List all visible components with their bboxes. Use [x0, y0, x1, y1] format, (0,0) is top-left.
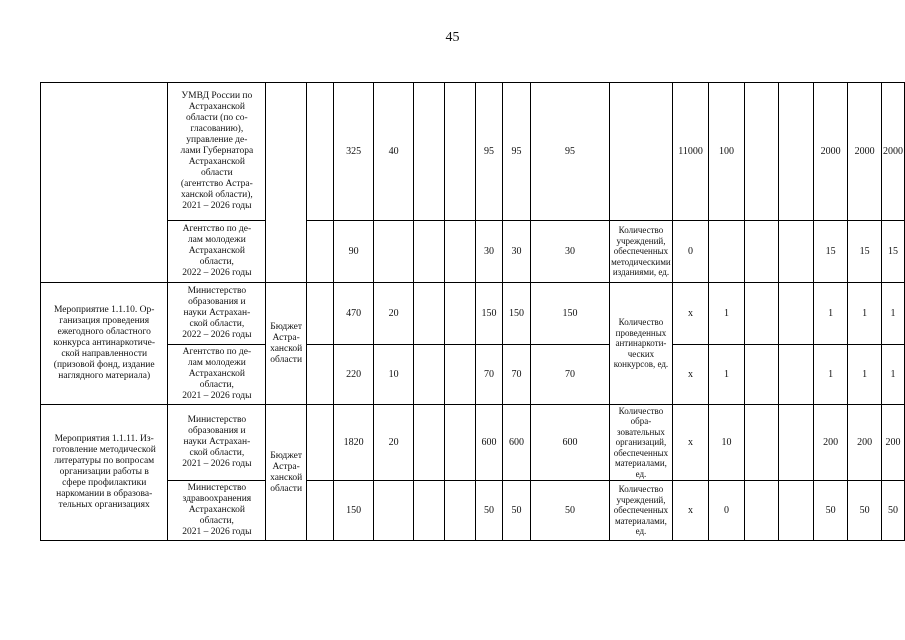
executor-line: Агентство по де-: [182, 347, 252, 357]
funding-source-line: Астра-: [272, 461, 300, 472]
funding-value-cell: 150: [333, 481, 373, 541]
funding-value-cell: 150: [503, 283, 531, 345]
indicator-value-cell: 200: [813, 405, 848, 481]
indicator-value-cell: х: [672, 481, 709, 541]
indicator-line: Количество: [618, 405, 664, 416]
funding-source-line: области: [270, 354, 303, 365]
indicator-value-cell: 100: [709, 83, 744, 221]
funding-value-cell: 150: [475, 283, 503, 345]
funding-value-cell: [414, 345, 445, 405]
indicator-value-cell: 15: [813, 221, 848, 283]
indicator-value-cell: х: [672, 405, 709, 481]
table-row: [41, 283, 905, 345]
indicator-value-cell: 200: [848, 405, 882, 481]
funding-value-cell: 50: [503, 481, 531, 541]
activity-cell: [41, 283, 168, 405]
activity-line: организации работы в: [59, 467, 149, 477]
executor-cell: [168, 481, 266, 541]
executor-line: 2021 – 2026 годы: [182, 459, 252, 469]
funding-value-cell: 70: [503, 345, 531, 405]
executor-line: ской области,: [189, 319, 245, 329]
executor-line: лам молодежи: [187, 358, 246, 368]
funding-value-cell: 95: [530, 83, 609, 221]
indicator-line: материалами, ед.: [614, 515, 667, 537]
indicator-value-cell: [779, 345, 814, 405]
funding-source-line: ханской: [270, 472, 303, 483]
indicator-line: зовательных: [617, 426, 665, 437]
indicator-value-cell: 15: [848, 221, 882, 283]
indicator-value-cell: 1: [813, 345, 848, 405]
funding-source-line: Астра-: [272, 332, 300, 343]
indicator-value-cell: [709, 221, 744, 283]
indicator-line: Количество: [618, 317, 664, 328]
indicator-cell: [610, 481, 673, 541]
indicator-value-cell: 50: [882, 481, 905, 541]
indicator-value-cell: 2000: [813, 83, 848, 221]
funding-source-line: ханской: [270, 343, 303, 354]
activity-cell: [41, 83, 168, 283]
indicator-line: обеспеченных: [613, 447, 669, 458]
funding-value-cell: [414, 83, 445, 221]
executor-line: области (по со-: [186, 113, 248, 123]
indicator-value-cell: х: [672, 283, 709, 345]
indicator-value-cell: [744, 83, 779, 221]
indicator-line: учреждений,: [616, 494, 666, 505]
executor-line: здравоохранения: [182, 494, 252, 504]
indicator-value-cell: [779, 83, 814, 221]
indicator-cell: [610, 283, 673, 405]
executor-line: 2021 – 2026 годы: [182, 527, 252, 537]
indicator-value-cell: 1: [709, 283, 744, 345]
executor-line: образования и: [188, 297, 246, 307]
empty-cell: [307, 405, 334, 481]
indicator-value-cell: 15: [882, 221, 905, 283]
funding-value-cell: [444, 83, 475, 221]
funding-value-cell: 470: [333, 283, 373, 345]
indicator-value-cell: 2000: [882, 83, 905, 221]
indicator-line: проведенных: [615, 327, 667, 338]
funding-value-cell: 50: [475, 481, 503, 541]
executor-cell: [168, 345, 266, 405]
funding-value-cell: 70: [530, 345, 609, 405]
executor-line: ской области,: [189, 448, 245, 458]
funding-source-line: области: [270, 483, 303, 494]
executor-line: (агентство Астра-: [180, 179, 253, 189]
indicator-value-cell: 1: [882, 283, 905, 345]
indicator-line: учреждений,: [616, 235, 666, 246]
indicator-value-cell: 1: [813, 283, 848, 345]
empty-cell: [307, 345, 334, 405]
executor-line: Астраханской: [188, 369, 245, 379]
funding-value-cell: [374, 481, 414, 541]
activity-line: литературы по вопросам: [54, 456, 155, 466]
executor-line: области: [200, 168, 233, 178]
indicator-value-cell: 50: [813, 481, 848, 541]
funding-value-cell: [414, 221, 445, 283]
indicator-value-cell: [779, 221, 814, 283]
funding-value-cell: 95: [475, 83, 503, 221]
funding-value-cell: 600: [503, 405, 531, 481]
executor-line: области,: [199, 380, 234, 390]
activity-line: готовление методической: [52, 445, 156, 455]
indicator-value-cell: х: [672, 345, 709, 405]
funding-value-cell: 150: [530, 283, 609, 345]
activity-line: (призовой фонд, издание: [53, 360, 155, 370]
indicator-line: Количество: [618, 225, 664, 236]
funding-value-cell: 20: [374, 405, 414, 481]
indicator-cell: [610, 83, 673, 221]
indicator-value-cell: 1: [882, 345, 905, 405]
funding-value-cell: 90: [333, 221, 373, 283]
executor-line: 2021 – 2026 годы: [182, 201, 252, 211]
indicator-value-cell: [744, 481, 779, 541]
funding-value-cell: 30: [475, 221, 503, 283]
indicator-line: материалами, ед.: [614, 458, 667, 479]
executor-line: лам молодежи: [187, 235, 246, 245]
activity-line: тельных организациях: [58, 500, 150, 510]
empty-cell: [307, 83, 334, 221]
executor-line: Астраханской: [188, 505, 245, 515]
indicator-line: антинаркоти-: [615, 338, 667, 349]
indicator-value-cell: 10: [709, 405, 744, 481]
executor-line: Астраханской: [188, 157, 245, 167]
executor-line: ханской области),: [180, 190, 253, 200]
funding-value-cell: [444, 283, 475, 345]
funding-value-cell: [444, 221, 475, 283]
indicator-value-cell: 11000: [672, 83, 709, 221]
table-row: [41, 481, 905, 541]
executor-line: гласованию),: [190, 124, 244, 134]
executor-line: науки Астрахан-: [183, 308, 251, 318]
funding-value-cell: [414, 283, 445, 345]
executor-line: УМВД России по: [181, 91, 253, 101]
funding-value-cell: 325: [333, 83, 373, 221]
activity-line: ской направленности: [61, 349, 148, 359]
page-number: 45: [445, 30, 460, 45]
indicator-line: обеспеченных: [613, 505, 669, 516]
table-row: [41, 83, 905, 221]
indicator-value-cell: 2000: [848, 83, 882, 221]
executor-line: Министерство: [187, 286, 247, 296]
executor-line: Министерство: [187, 483, 247, 493]
executor-line: 2021 – 2026 годы: [182, 391, 252, 401]
indicator-value-cell: [744, 221, 779, 283]
funding-value-cell: 220: [333, 345, 373, 405]
activity-line: Мероприятие 1.1.10. Ор-: [53, 305, 155, 315]
funding-value-cell: [374, 221, 414, 283]
empty-cell: [307, 221, 334, 283]
indicator-line: изданиями, ед.: [612, 267, 670, 278]
executor-cell: [168, 405, 266, 481]
funding-value-cell: 50: [530, 481, 609, 541]
activity-line: сфере профилактики: [62, 478, 147, 488]
activity-line: наглядного материала): [58, 371, 151, 381]
indicator-value-cell: [744, 405, 779, 481]
indicator-value-cell: 0: [672, 221, 709, 283]
executor-line: Астраханской: [188, 102, 245, 112]
executor-line: 2022 – 2026 годы: [182, 330, 252, 340]
indicator-value-cell: [744, 345, 779, 405]
executor-line: области,: [199, 257, 234, 267]
executor-line: Министерство: [187, 415, 247, 425]
funding-value-cell: 30: [530, 221, 609, 283]
executor-cell: [168, 83, 266, 221]
executor-line: образования и: [188, 426, 246, 436]
funding-source-cell: [266, 283, 307, 405]
executor-line: управление де-: [186, 135, 248, 145]
executor-line: Астраханской: [188, 246, 245, 256]
funding-value-cell: 1820: [333, 405, 373, 481]
funding-value-cell: 600: [475, 405, 503, 481]
funding-value-cell: [444, 481, 475, 541]
indicator-value-cell: [779, 405, 814, 481]
funding-value-cell: 600: [530, 405, 609, 481]
executor-line: области,: [199, 516, 234, 526]
funding-value-cell: 70: [475, 345, 503, 405]
activity-cell: [41, 405, 168, 541]
indicator-value-cell: 0: [709, 481, 744, 541]
executor-line: 2022 – 2026 годы: [182, 268, 252, 278]
funding-value-cell: [444, 345, 475, 405]
table-row: [41, 345, 905, 405]
activity-line: конкурса антинаркотиче-: [53, 338, 156, 348]
table-row: [41, 221, 905, 283]
indicator-value-cell: [779, 481, 814, 541]
executor-cell: [168, 221, 266, 283]
funding-value-cell: [444, 405, 475, 481]
indicator-value-cell: 1: [848, 345, 882, 405]
indicator-line: конкурсов, ед.: [613, 359, 669, 370]
funding-value-cell: 20: [374, 283, 414, 345]
indicator-cell: [610, 405, 673, 481]
indicator-line: обеспеченных: [613, 246, 669, 257]
indicator-value-cell: 50: [848, 481, 882, 541]
funding-source-line: Бюджет: [270, 321, 303, 332]
indicator-line: ческих: [627, 348, 655, 359]
funding-value-cell: [414, 405, 445, 481]
activity-line: наркомании в образова-: [56, 489, 153, 499]
table-row: [41, 405, 905, 481]
funding-source-line: Бюджет: [270, 450, 303, 461]
funding-value-cell: 30: [503, 221, 531, 283]
executor-line: науки Астрахан-: [183, 437, 251, 447]
executor-line: лами Губернатора: [180, 146, 254, 156]
funding-value-cell: 10: [374, 345, 414, 405]
indicator-cell: [610, 221, 673, 283]
executor-line: Агентство по де-: [182, 224, 252, 234]
indicator-value-cell: [744, 283, 779, 345]
indicator-value-cell: 1: [709, 345, 744, 405]
indicator-value-cell: 1: [848, 283, 882, 345]
indicator-value-cell: [779, 283, 814, 345]
activity-line: ганизация проведения: [59, 316, 150, 326]
activities-table: [40, 82, 905, 541]
activity-line: ежегодного областного: [57, 327, 151, 337]
funding-value-cell: 40: [374, 83, 414, 221]
indicator-value-cell: 200: [882, 405, 905, 481]
empty-cell: [307, 283, 334, 345]
funding-source-cell: [266, 405, 307, 541]
funding-source-cell: [266, 83, 307, 283]
funding-value-cell: [414, 481, 445, 541]
empty-cell: [307, 481, 334, 541]
activity-line: Мероприятия 1.1.11. Из-: [54, 434, 154, 444]
funding-value-cell: 95: [503, 83, 531, 221]
indicator-line: Количество: [618, 484, 664, 495]
executor-cell: [168, 283, 266, 345]
indicator-line: организаций,: [615, 437, 667, 448]
indicator-line: методическими: [611, 256, 671, 267]
indicator-line: обра-: [630, 416, 652, 427]
